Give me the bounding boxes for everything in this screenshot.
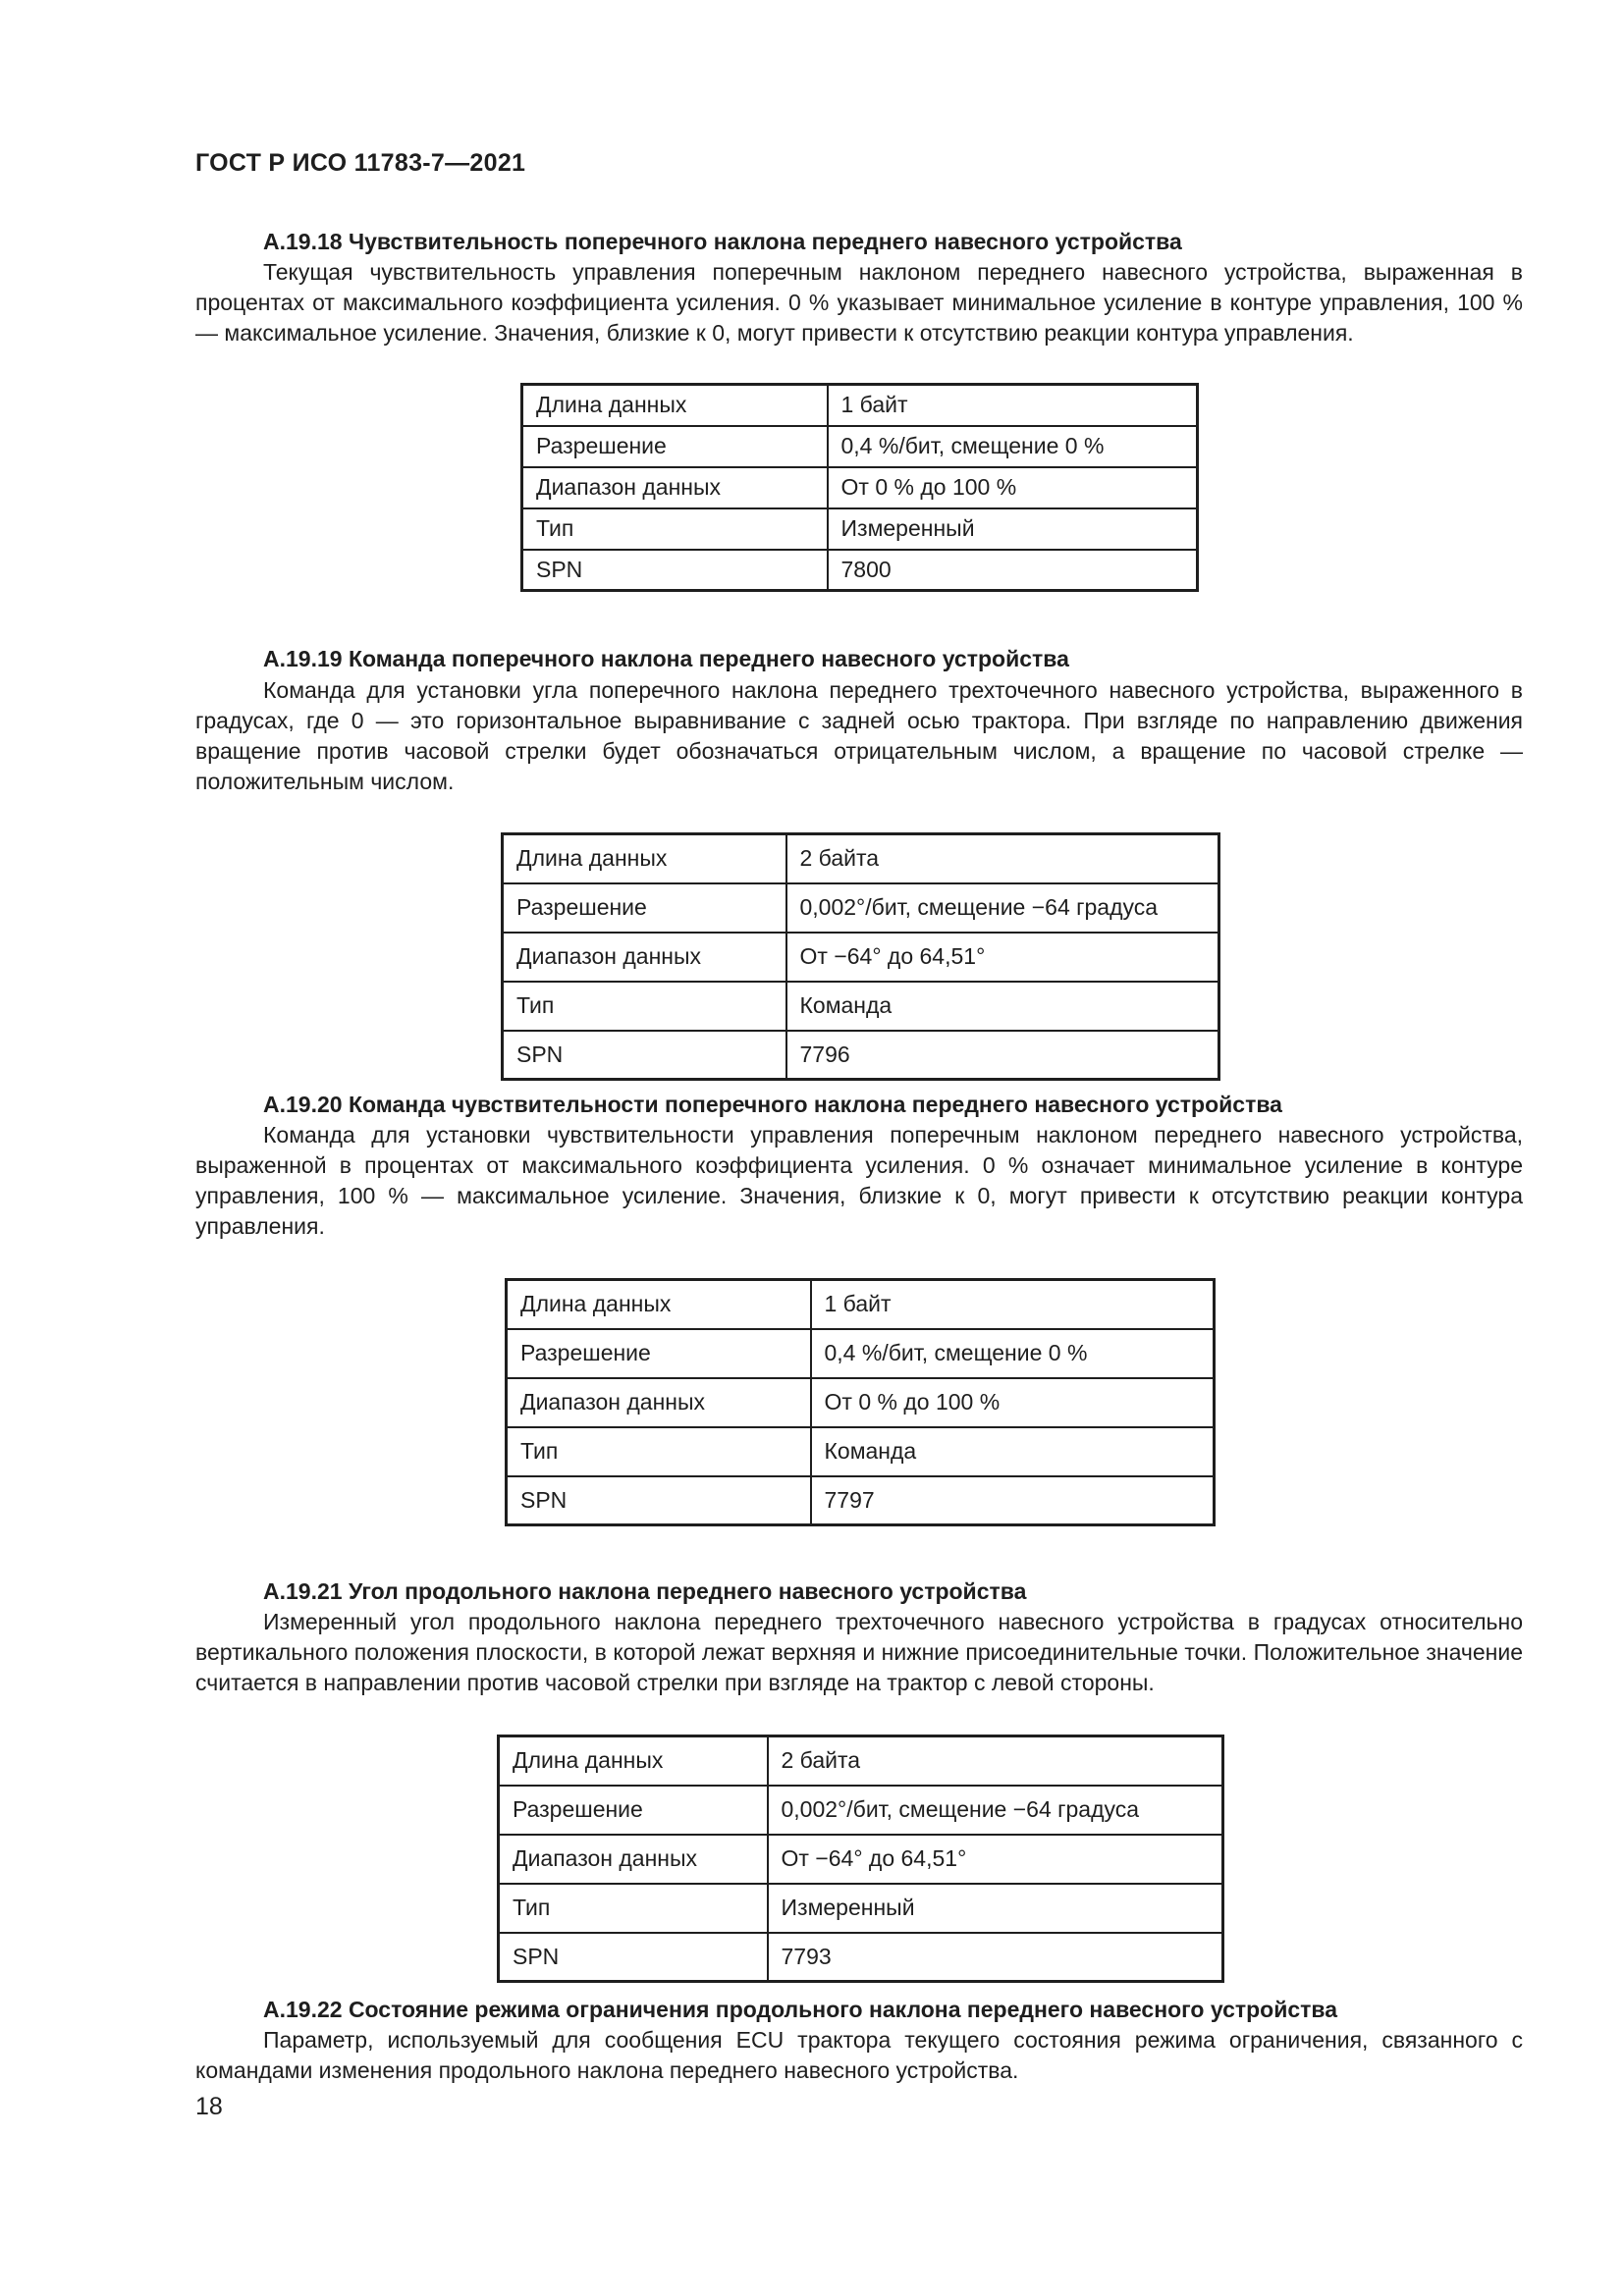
table-cell-label: SPN (503, 1031, 786, 1080)
spec-table (501, 832, 1220, 1081)
table-row (503, 1031, 1219, 1080)
table-cell-value: Команда (811, 1427, 1215, 1476)
spec-table (520, 383, 1199, 592)
section-title: А.19.20 Команда чувствительности поперечного наклона переднего навесного устройства (263, 1092, 1282, 1117)
table-row (522, 550, 1198, 591)
section-paragraph: Текущая чувствительность управления поперечным наклоном переднего навесного устройства, выраженная в процентах от максимального коэффициента усиления. 0 % указывает минимальное усиление в контуре управления, 100 % — максимальное усиление. Значения, близкие к 0, могут привести к отсутствию реакции контура управления. (195, 259, 1523, 346)
table-cell-label: Диапазон данных (522, 467, 828, 508)
table-cell-value: 7800 (828, 550, 1198, 591)
document-header: ГОСТ Р ИСО 11783-7—2021 (195, 149, 526, 177)
table-cell-value: 7793 (768, 1933, 1223, 1982)
table-row (522, 385, 1198, 426)
table-row (507, 1476, 1215, 1525)
table-row (522, 467, 1198, 508)
table-cell-value: 1 байт (811, 1280, 1215, 1329)
table-cell-label: Разрешение (507, 1329, 811, 1378)
section-paragraph: Команда для установки угла поперечного наклона переднего трехточечного навесного устройства, выраженного в градусах, где 0 — это горизонтальное выравнивание с задней осью трактора. При взгляде по направлению движения вращение против часовой стрелки будет обозначаться отрицательным числом, а вращение по часовой стрелке — положительным числом. (195, 677, 1523, 794)
table-cell-value: 1 байт (828, 385, 1198, 426)
table-cell-label: Диапазон данных (499, 1835, 768, 1884)
table-cell-value: От 0 % до 100 % (828, 467, 1198, 508)
table-row (499, 1736, 1223, 1786)
table-cell-label: Тип (503, 982, 786, 1031)
section-paragraph: Параметр, используемый для сообщения ECU трактора текущего состояния режима ограничения, связанного с командами изменения продольного наклона переднего навесного устройства. (195, 2027, 1523, 2083)
table-cell-value: 7797 (811, 1476, 1215, 1525)
table-row (503, 982, 1219, 1031)
table-cell-label: Тип (499, 1884, 768, 1933)
table-row (507, 1329, 1215, 1378)
table-row (503, 883, 1219, 933)
table-cell-label: SPN (507, 1476, 811, 1525)
table-row (499, 1786, 1223, 1835)
table-cell-value: От −64° до 64,51° (768, 1835, 1223, 1884)
table-row (522, 508, 1198, 550)
table-cell-label: Длина данных (499, 1736, 768, 1786)
table-row (499, 1884, 1223, 1933)
table-cell-value: От −64° до 64,51° (786, 933, 1219, 982)
table-cell-value: Команда (786, 982, 1219, 1031)
section-paragraph: Команда для установки чувствительности управления поперечным наклоном переднего навесного устройства, выраженной в процентах от максимального коэффициента усиления. 0 % означает минимальное усиление в контуре управления, 100 % — максимальное усиление. Значения, близкие к 0, могут привести к отсутствию реакции контура управления. (195, 1122, 1523, 1239)
page-number: 18 (195, 2093, 223, 2120)
table-cell-label: Разрешение (522, 426, 828, 467)
section-title: А.19.19 Команда поперечного наклона переднего навесного устройства (263, 646, 1069, 671)
table-cell-label: SPN (522, 550, 828, 591)
table-cell-label: Длина данных (507, 1280, 811, 1329)
table-cell-value: От 0 % до 100 % (811, 1378, 1215, 1427)
table-cell-label: Диапазон данных (507, 1378, 811, 1427)
table-row (507, 1280, 1215, 1329)
table-cell-label: Длина данных (522, 385, 828, 426)
section-title: А.19.22 Состояние режима ограничения продольного наклона переднего навесного устройства (263, 1997, 1338, 2022)
table-cell-value: 0,002°/бит, смещение −64 градуса (786, 883, 1219, 933)
spec-table (497, 1735, 1224, 1983)
table-cell-value: 7796 (786, 1031, 1219, 1080)
section-title: А.19.21 Угол продольного наклона переднего навесного устройства (263, 1578, 1027, 1604)
table-cell-value: 0,4 %/бит, смещение 0 % (828, 426, 1198, 467)
table-cell-value: 0,002°/бит, смещение −64 градуса (768, 1786, 1223, 1835)
table-row (522, 426, 1198, 467)
table-cell-label: Диапазон данных (503, 933, 786, 982)
table-cell-value: 2 байта (768, 1736, 1223, 1786)
table-row (507, 1427, 1215, 1476)
table-row (499, 1835, 1223, 1884)
table-row (503, 834, 1219, 883)
table-row (503, 933, 1219, 982)
table-cell-label: Тип (507, 1427, 811, 1476)
table-cell-label: Тип (522, 508, 828, 550)
spec-table (505, 1278, 1216, 1526)
table-row (507, 1378, 1215, 1427)
section-title: А.19.18 Чувствительность поперечного наклона переднего навесного устройства (263, 229, 1182, 254)
table-cell-value: 0,4 %/бит, смещение 0 % (811, 1329, 1215, 1378)
table-cell-value: Измеренный (768, 1884, 1223, 1933)
table-cell-label: Длина данных (503, 834, 786, 883)
table-cell-value: 2 байта (786, 834, 1219, 883)
table-cell-label: Разрешение (503, 883, 786, 933)
table-cell-value: Измеренный (828, 508, 1198, 550)
table-row (499, 1933, 1223, 1982)
table-cell-label: Разрешение (499, 1786, 768, 1835)
table-cell-label: SPN (499, 1933, 768, 1982)
section-paragraph: Измеренный угол продольного наклона переднего трехточечного навесного устройства в градусах относительно вертикального положения плоскости, в которой лежат верхняя и нижние присоединительные точки. Положительное значение считается в направлении против часовой стрелки при взгляде на трактор с левой стороны. (195, 1609, 1523, 1695)
